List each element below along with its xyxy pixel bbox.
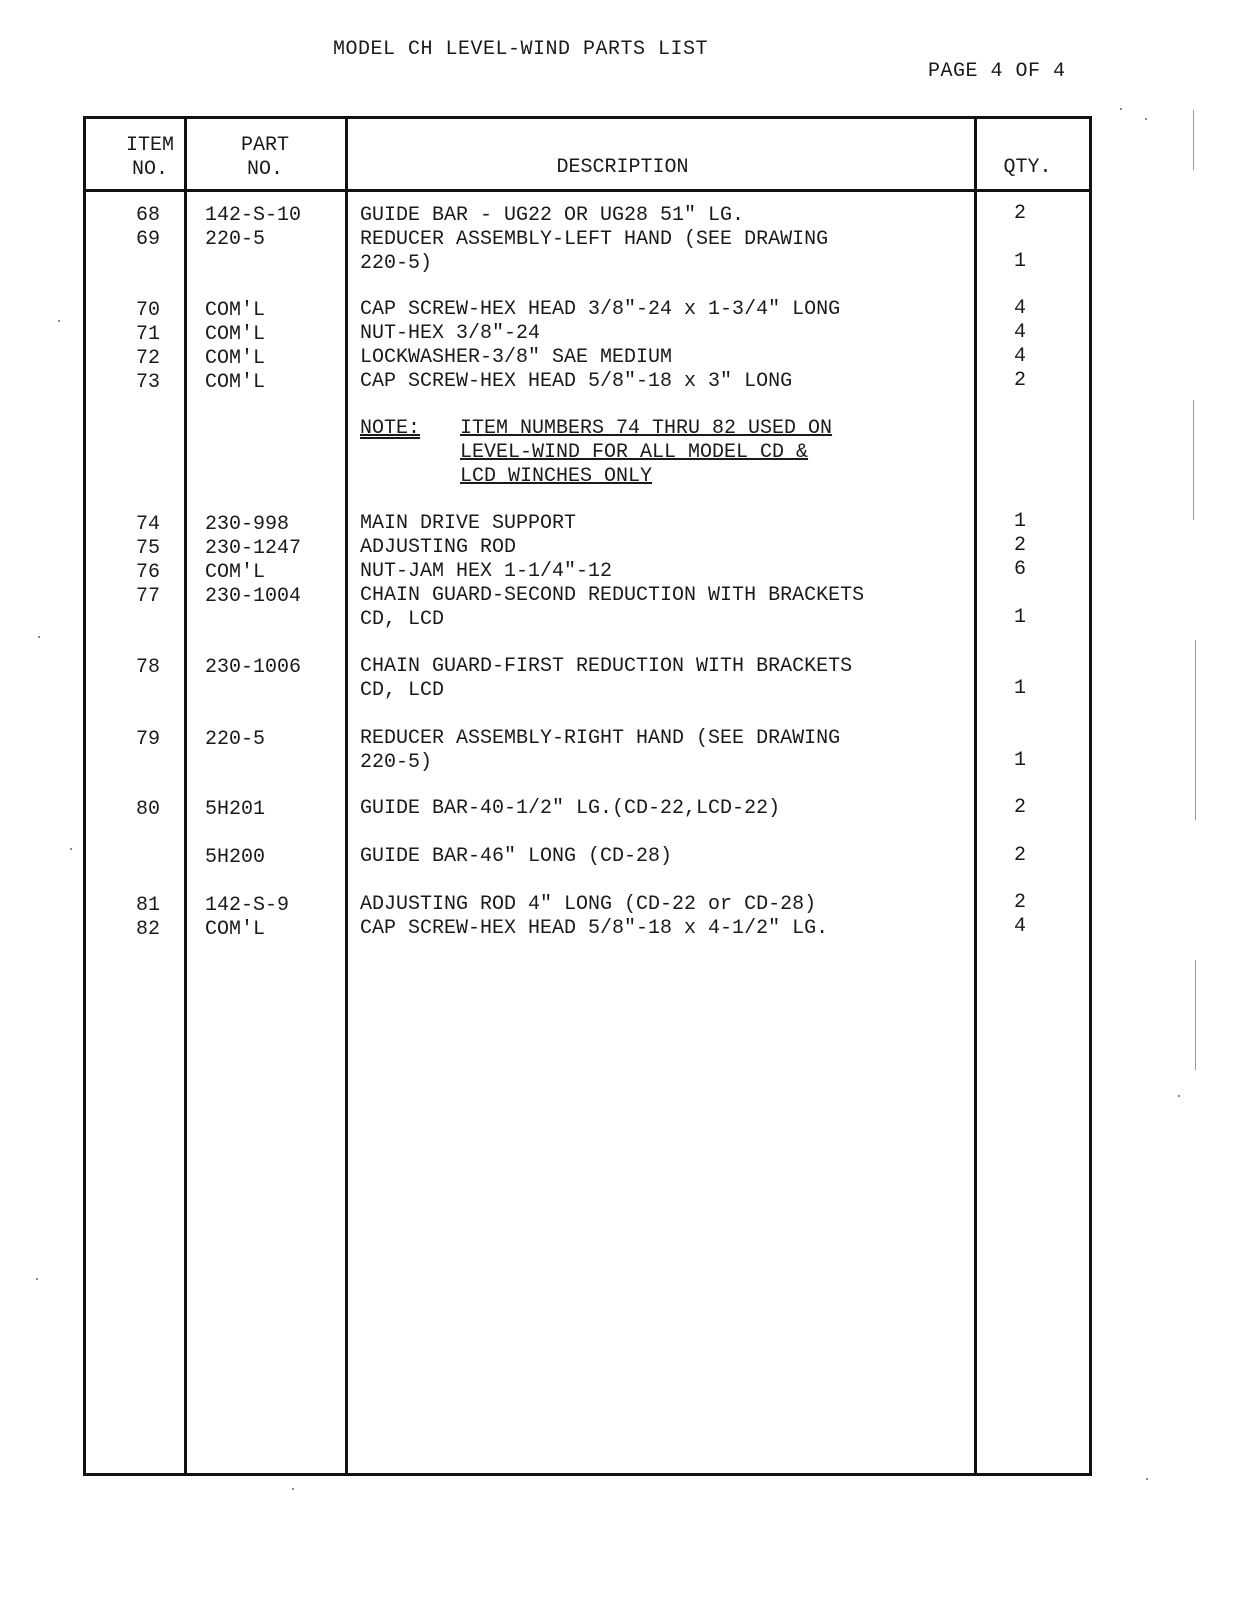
page-number: PAGE 4 OF 4 — [928, 60, 1066, 83]
item-number: 81 — [135, 894, 160, 917]
description: ADJUSTING ROD 4" LONG (CD-22 or CD-28) — [360, 893, 817, 916]
header-part-line1: PART — [240, 134, 289, 157]
item-number: 79 — [135, 728, 160, 751]
part-number: 5H200 — [205, 846, 266, 869]
margin-mark — [1193, 110, 1194, 170]
item-number: 76 — [135, 561, 160, 584]
quantity: 2 — [1014, 369, 1027, 392]
description: REDUCER ASSEMBLY-RIGHT HAND (SEE DRAWING — [360, 727, 841, 750]
part-number: COM'L — [205, 347, 266, 370]
note-label — [360, 417, 420, 441]
part-number: COM'L — [205, 561, 266, 584]
description-continued: 220-5) — [360, 252, 433, 275]
item-number: 82 — [135, 918, 160, 941]
quantity: 1 — [1014, 677, 1027, 700]
part-number: COM'L — [205, 323, 266, 346]
description: CAP SCREW-HEX HEAD 3/8"-24 x 1-3/4" LONG — [360, 298, 841, 321]
column-divider — [184, 119, 187, 1473]
note-line: LEVEL-WIND FOR ALL MODEL CD & — [460, 441, 809, 464]
header-divider — [86, 189, 1089, 192]
description: MAIN DRIVE SUPPORT — [360, 512, 577, 535]
scan-speck — [58, 320, 60, 322]
item-number: 77 — [135, 585, 160, 608]
part-number: COM'L — [205, 299, 266, 322]
column-divider — [345, 119, 348, 1473]
quantity: 2 — [1014, 534, 1027, 557]
item-number: 72 — [135, 347, 160, 370]
part-number: 230-998 — [205, 513, 290, 536]
note-label-text: NOTE: — [360, 417, 421, 440]
part-number: 230-1004 — [205, 585, 302, 608]
margin-mark — [1195, 960, 1196, 1070]
part-number: 5H201 — [205, 798, 266, 821]
description: GUIDE BAR - UG22 OR UG28 51" LG. — [360, 204, 745, 227]
scan-speck — [1145, 118, 1147, 120]
quantity: 2 — [1014, 891, 1027, 914]
scan-speck — [38, 636, 40, 638]
item-number: 80 — [135, 798, 160, 821]
quantity: 1 — [1014, 606, 1027, 629]
scan-speck — [36, 1278, 38, 1280]
item-number: 74 — [135, 513, 160, 536]
part-number: COM'L — [205, 918, 266, 941]
quantity: 1 — [1014, 510, 1027, 533]
part-number: 142-S-10 — [205, 204, 302, 227]
note-text — [460, 417, 832, 489]
quantity: 2 — [1014, 844, 1027, 867]
header-qty: QTY. — [1003, 156, 1052, 179]
note-line: ITEM NUMBERS 74 THRU 82 USED ON — [460, 417, 833, 440]
quantity: 4 — [1014, 915, 1027, 938]
header-item-line2: NO. — [131, 158, 168, 181]
quantity: 1 — [1014, 250, 1027, 273]
margin-mark — [1193, 400, 1194, 520]
scan-speck — [1120, 108, 1122, 110]
quantity: 4 — [1014, 345, 1027, 368]
column-divider — [974, 119, 977, 1473]
quantity: 1 — [1014, 749, 1027, 772]
quantity: 4 — [1014, 321, 1027, 344]
item-number: 78 — [135, 656, 160, 679]
item-number: 75 — [135, 537, 160, 560]
scan-speck — [1146, 1478, 1148, 1480]
part-number: 230-1006 — [205, 656, 302, 679]
description: CHAIN GUARD-FIRST REDUCTION WITH BRACKETS — [360, 655, 853, 678]
part-number: 220-5 — [205, 228, 266, 251]
description-continued: CD, LCD — [360, 679, 445, 702]
scan-speck — [1178, 1095, 1180, 1097]
item-number: 70 — [135, 299, 160, 322]
description: REDUCER ASSEMBLY-LEFT HAND (SEE DRAWING — [360, 228, 829, 251]
header-part-line2: NO. — [246, 158, 283, 181]
quantity: 2 — [1014, 202, 1027, 225]
item-number: 68 — [135, 204, 160, 227]
scan-speck — [292, 1488, 294, 1490]
item-number: 69 — [135, 228, 160, 251]
scan-speck — [70, 848, 72, 850]
description: GUIDE BAR-40-1/2" LG.(CD-22,LCD-22) — [360, 797, 781, 820]
page-title: MODEL CH LEVEL-WIND PARTS LIST — [333, 38, 709, 61]
note-line: LCD WINCHES ONLY — [460, 465, 653, 488]
description-continued: CD, LCD — [360, 608, 445, 631]
description: GUIDE BAR-46" LONG (CD-28) — [360, 845, 673, 868]
header-item-line1: ITEM — [125, 134, 174, 157]
quantity: 2 — [1014, 796, 1027, 819]
part-number: 220-5 — [205, 728, 266, 751]
description: LOCKWASHER-3/8" SAE MEDIUM — [360, 346, 673, 369]
description: ADJUSTING ROD — [360, 536, 517, 559]
margin-mark — [1195, 640, 1196, 820]
part-number: 142-S-9 — [205, 894, 290, 917]
description: CAP SCREW-HEX HEAD 5/8"-18 x 4-1/2" LG. — [360, 917, 829, 940]
part-number: COM'L — [205, 371, 266, 394]
description-continued: 220-5) — [360, 751, 433, 774]
header-part — [205, 134, 325, 182]
description: CHAIN GUARD-SECOND REDUCTION WITH BRACKETS — [360, 584, 865, 607]
header-description: DESCRIPTION — [556, 156, 689, 179]
description: CAP SCREW-HEX HEAD 5/8"-18 x 3" LONG — [360, 370, 793, 393]
description: NUT-JAM HEX 1-1/4"-12 — [360, 560, 613, 583]
quantity: 4 — [1014, 297, 1027, 320]
quantity: 6 — [1014, 558, 1027, 581]
header-item — [110, 134, 190, 182]
item-number: 71 — [135, 323, 160, 346]
description: NUT-HEX 3/8"-24 — [360, 322, 541, 345]
part-number: 230-1247 — [205, 537, 302, 560]
item-number: 73 — [135, 371, 160, 394]
